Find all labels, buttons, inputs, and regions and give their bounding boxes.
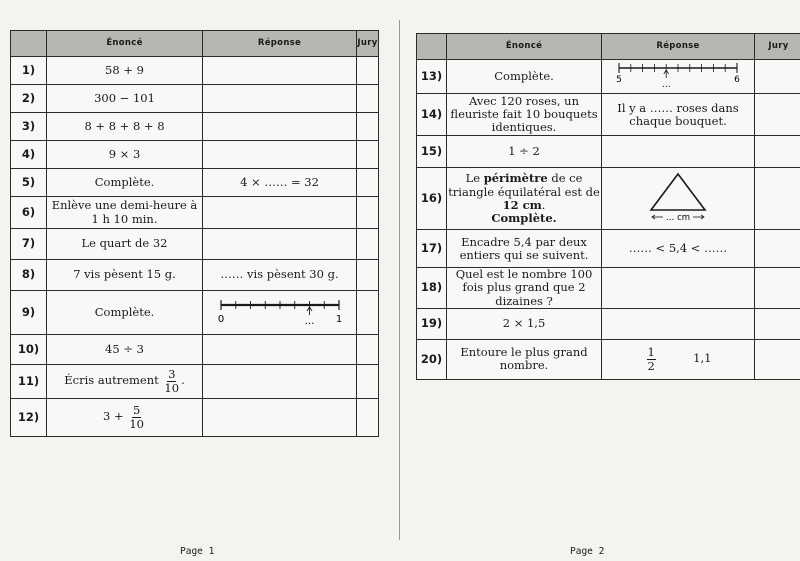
header-enonce: Énoncé — [47, 31, 203, 57]
header-enonce: Énoncé — [447, 34, 602, 60]
question-number: 14) — [417, 94, 447, 136]
fraction-numerator: 1 — [647, 345, 655, 360]
table-row — [417, 308, 800, 339]
jury-cell — [357, 197, 379, 229]
question-number: 4) — [11, 141, 47, 169]
answer-cell[interactable] — [203, 113, 357, 141]
number-line — [615, 60, 741, 90]
answer-cell[interactable]: …… vis pèsent 30 g. — [203, 260, 357, 291]
table-row — [417, 136, 800, 168]
table-row — [11, 291, 379, 335]
answer-cell[interactable] — [203, 57, 357, 85]
question-number: 1) — [11, 57, 47, 85]
question-text: Enlève une demi-heure à 1 h 10 min. — [47, 197, 203, 229]
page-2 — [400, 0, 800, 561]
header-reponse: Réponse — [602, 34, 755, 60]
jury-cell — [357, 335, 379, 365]
question-text: Complète. — [47, 169, 203, 197]
answer-cell[interactable]: Il y a …… roses dans chaque bouquet. — [602, 94, 755, 136]
answer-cell[interactable] — [602, 308, 755, 339]
answer-cell[interactable] — [203, 229, 357, 260]
answer-cell[interactable] — [602, 60, 755, 94]
jury-cell — [755, 136, 800, 168]
question-number: 13) — [417, 60, 447, 94]
jury-cell — [755, 60, 800, 94]
question-text: Encadre 5,4 par deux entiers qui se suivent. — [447, 230, 602, 268]
answer-cell[interactable] — [602, 168, 755, 230]
jury-cell — [357, 169, 379, 197]
answer-cell[interactable]: 4 × …… = 32 — [203, 169, 357, 197]
question-number: 8) — [11, 260, 47, 291]
question-instruction: Complète. — [491, 210, 557, 225]
number-line — [215, 295, 345, 327]
table-row — [11, 197, 379, 229]
question-text: 7 vis pèsent 15 g. — [47, 260, 203, 291]
question-number: 19) — [417, 308, 447, 339]
table-row — [11, 85, 379, 113]
jury-cell — [357, 365, 379, 399]
question-number: 5) — [11, 169, 47, 197]
question-text: 8 + 8 + 8 + 8 — [47, 113, 203, 141]
axis-blank-label: … — [661, 80, 671, 90]
table-row — [417, 339, 800, 379]
table-row — [11, 260, 379, 291]
question-number: 20) — [417, 339, 447, 379]
answer-cell[interactable] — [203, 365, 357, 399]
table-row — [11, 141, 379, 169]
jury-cell — [357, 85, 379, 113]
fraction-denominator: 2 — [647, 358, 655, 373]
question-number: 11) — [11, 365, 47, 399]
axis-end-label: 1 — [335, 313, 342, 325]
table-row — [11, 335, 379, 365]
question-number: 7) — [11, 229, 47, 260]
question-text: Complète. — [47, 291, 203, 335]
question-text-part: Le — [465, 171, 481, 186]
question-table-page-2 — [416, 33, 800, 380]
question-number: 16) — [417, 168, 447, 230]
question-number: 10) — [11, 335, 47, 365]
question-table-page-1 — [10, 30, 379, 437]
answer-cell[interactable] — [602, 136, 755, 168]
jury-cell — [755, 268, 800, 309]
table-row — [11, 57, 379, 85]
question-text — [47, 365, 203, 399]
answer-cell[interactable]: …… < 5,4 < …… — [602, 230, 755, 268]
jury-cell — [357, 260, 379, 291]
fraction-option[interactable] — [647, 346, 656, 372]
answer-cell[interactable] — [602, 339, 755, 379]
table-header — [11, 31, 379, 57]
jury-cell — [357, 229, 379, 260]
question-text: 2 × 1,5 — [447, 308, 602, 339]
fraction-numerator: 3 — [168, 367, 176, 382]
axis-end-label: 6 — [734, 75, 740, 85]
answer-cell[interactable] — [203, 141, 357, 169]
fraction — [164, 368, 179, 394]
question-text: Complète. — [447, 60, 602, 94]
jury-cell — [357, 141, 379, 169]
axis-blank-label: … — [304, 315, 314, 327]
triangle-side-label: … cm — [665, 213, 691, 224]
header-jury: Jury — [357, 31, 379, 57]
table-row — [417, 94, 800, 136]
question-number: 6) — [11, 197, 47, 229]
jury-cell — [755, 339, 800, 379]
jury-cell — [357, 57, 379, 85]
table-row — [417, 268, 800, 309]
question-text: 300 − 101 — [47, 85, 203, 113]
question-prefix: Écris autrement — [64, 373, 159, 388]
answer-cell[interactable] — [203, 335, 357, 365]
question-text — [47, 399, 203, 437]
table-row — [417, 230, 800, 268]
question-number: 17) — [417, 230, 447, 268]
jury-cell — [755, 168, 800, 230]
fraction-denominator: 10 — [164, 381, 180, 395]
table-row — [417, 60, 800, 94]
jury-cell — [357, 399, 379, 437]
axis-start-label: 0 — [217, 313, 224, 325]
question-text-part: de ce triangle équilatéral est de — [448, 171, 600, 199]
question-keyword: 12 cm — [502, 197, 542, 212]
fraction-denominator: 10 — [129, 417, 144, 431]
question-number: 12) — [11, 399, 47, 437]
answer-cell[interactable] — [203, 197, 357, 229]
question-text: Quel est le nombre 100 fois plus grand que 2 dizaines ? — [447, 268, 602, 309]
fraction — [129, 404, 144, 430]
question-text: 45 ÷ 3 — [47, 335, 203, 365]
table-row — [11, 365, 379, 399]
table-row — [11, 113, 379, 141]
header-num — [417, 34, 447, 60]
answer-cell[interactable] — [602, 268, 755, 309]
triangle-figure — [643, 170, 713, 224]
header-jury: Jury — [755, 34, 800, 60]
axis-start-label: 5 — [616, 75, 622, 85]
decimal-option[interactable]: 1,1 — [693, 351, 712, 366]
header-reponse: Réponse — [203, 31, 357, 57]
question-number: 2) — [11, 85, 47, 113]
question-prefix: 3 + — [103, 409, 124, 424]
table-row — [11, 169, 379, 197]
table-row — [11, 229, 379, 260]
jury-cell — [755, 308, 800, 339]
question-text: 58 + 9 — [47, 57, 203, 85]
page-footer: Page 2 — [570, 546, 605, 557]
header-num — [11, 31, 47, 57]
question-number: 15) — [417, 136, 447, 168]
table-header — [417, 34, 800, 60]
question-text: Le quart de 32 — [47, 229, 203, 260]
answer-cell[interactable] — [203, 85, 357, 113]
jury-cell — [357, 291, 379, 335]
question-number: 3) — [11, 113, 47, 141]
question-number: 18) — [417, 268, 447, 309]
answer-cell[interactable] — [203, 291, 357, 335]
jury-cell — [357, 113, 379, 141]
question-suffix: . — [181, 373, 185, 388]
question-number: 9) — [11, 291, 47, 335]
question-keyword: périmètre — [483, 171, 548, 186]
question-text-part: . — [541, 197, 546, 212]
question-text: Entoure le plus grand nombre. — [447, 339, 602, 379]
jury-cell — [755, 94, 800, 136]
jury-cell — [755, 230, 800, 268]
question-text — [447, 168, 602, 230]
question-text: 1 ÷ 2 — [447, 136, 602, 168]
table-row — [11, 399, 379, 437]
fraction-numerator: 5 — [132, 403, 141, 418]
answer-cell[interactable] — [203, 399, 357, 437]
page-footer: Page 1 — [180, 546, 215, 557]
question-text: 9 × 3 — [47, 141, 203, 169]
question-text: Avec 120 roses, un fleuriste fait 10 bouquets identiques. — [447, 94, 602, 136]
table-row — [417, 168, 800, 230]
